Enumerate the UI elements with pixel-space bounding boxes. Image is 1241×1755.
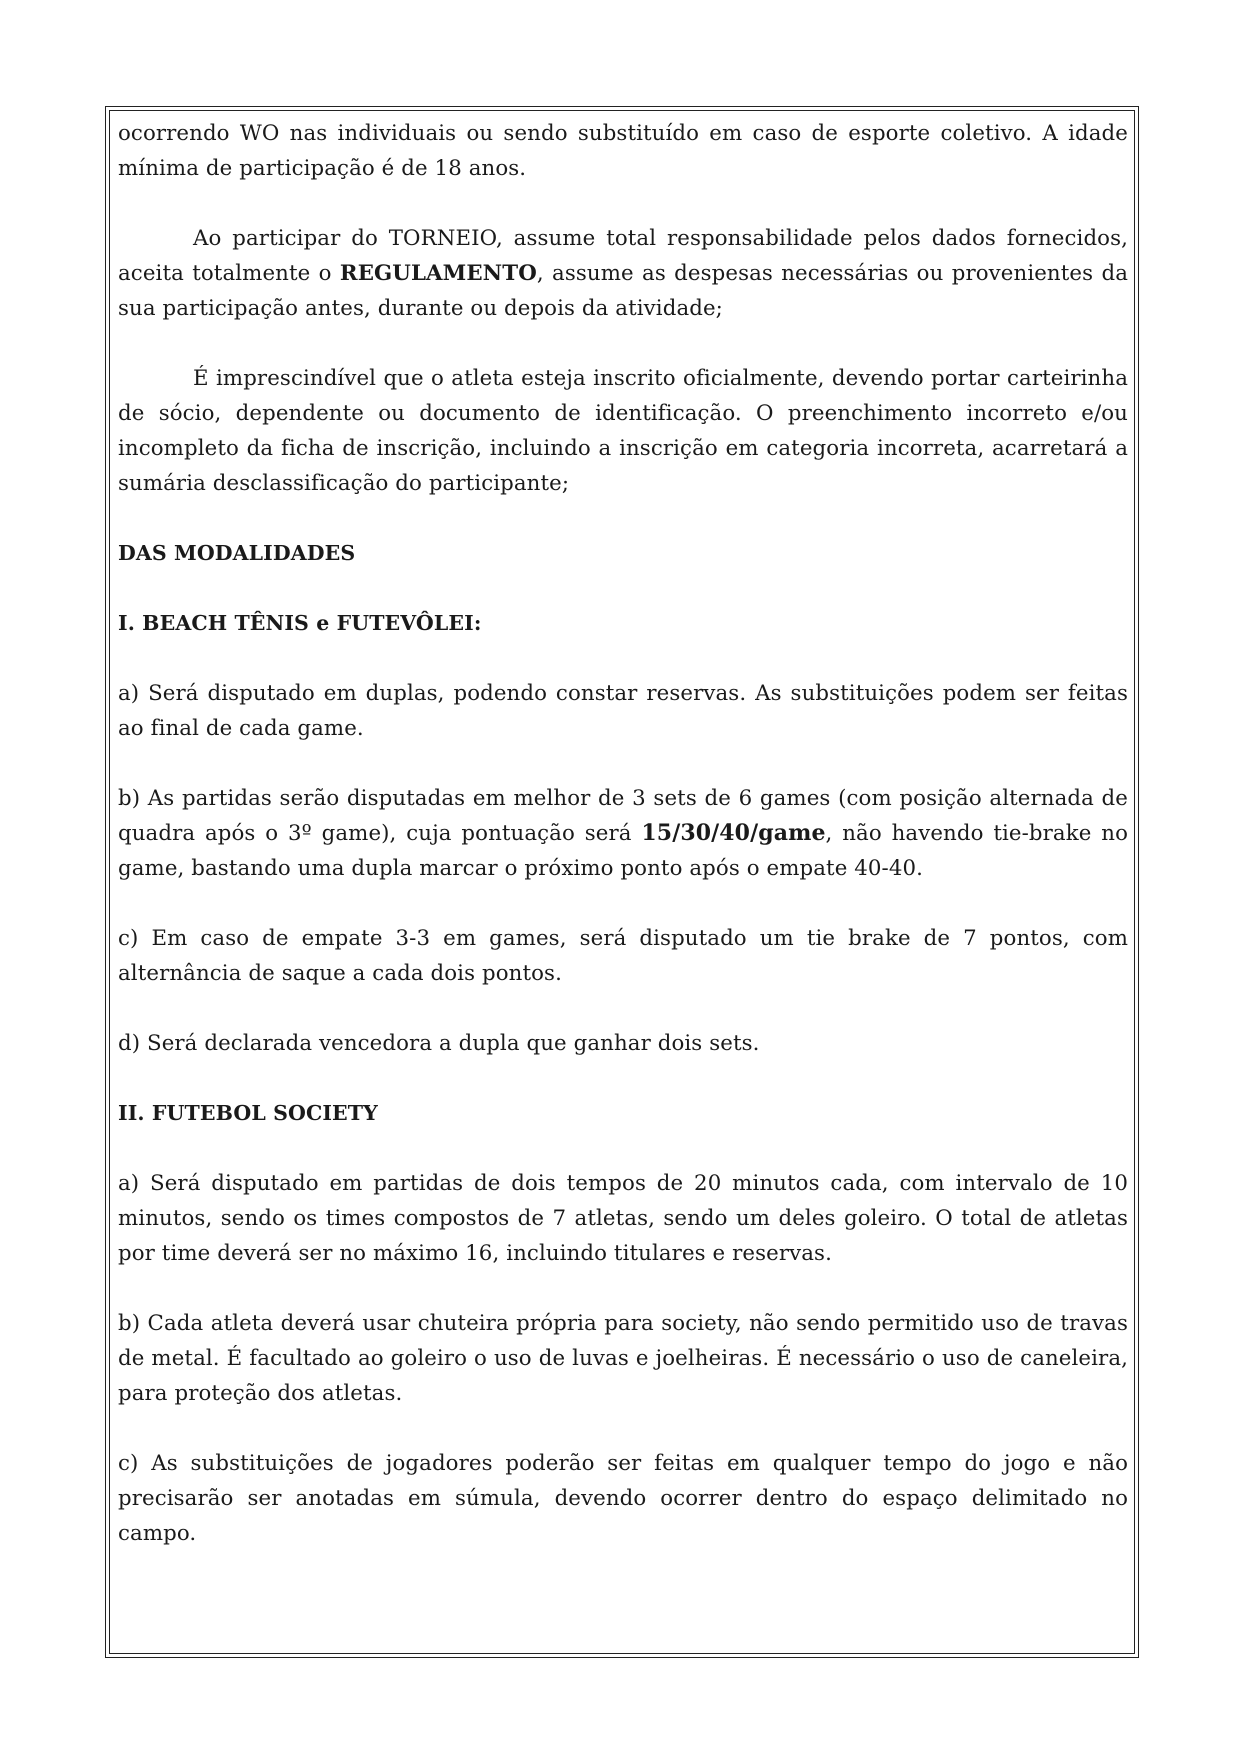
rule-futebol-b: b) Cada atleta deverá usar chuteira própria para society, não sendo permitido uso de travas de metal. É facultado ao goleiro o uso de luvas e joelheiras. É necessário o uso de caneleira, para proteção dos atletas.	[118, 1311, 1128, 1406]
document-body	[118, 116, 1128, 1551]
heading-beach-tenis: I. BEACH TÊNIS e FUTEVÔLEI:	[118, 611, 482, 635]
paragraph-continuation: ocorrendo WO nas individuais ou sendo substituído em caso de esporte coletivo. A idade mínima de participação é de 18 anos.	[118, 121, 1128, 181]
paragraph-registration: É imprescindível que o atleta esteja inscrito oficialmente, devendo portar carteirinha de sócio, dependente ou documento de identificação. O preenchimento incorreto e/ou incompleto da ficha de inscrição, incluindo a inscrição em categoria incorreta, acarretará a sumária desclassificação do participante;	[118, 366, 1128, 496]
heading-futebol-society: II. FUTEBOL SOCIETY	[118, 1101, 378, 1125]
rule-beach-d: d) Será declarada vencedora a dupla que ganhar dois sets.	[118, 1031, 760, 1056]
rule-beach-a: a) Será disputado em duplas, podendo constar reservas. As substituições podem ser feitas ao final de cada game.	[118, 681, 1128, 741]
paragraph-text: Ao participar do TORNEIO, assume total responsabilidade pelos dados fornecidos, aceita totalmente o	[118, 226, 1128, 286]
rule-futebol-c: c) As substituições de jogadores poderão ser feitas em qualquer tempo do jogo e não precisarão ser anotadas em súmula, devendo ocorrer dentro do espaço delimitado no campo.	[118, 1451, 1128, 1546]
regulamento-bold: REGULAMENTO	[339, 261, 537, 286]
score-format-bold: 15/30/40/game	[641, 820, 826, 846]
paragraph-responsibility	[118, 221, 1128, 326]
rule-text: , não havendo tie-brake no game, bastando uma dupla marcar o próximo ponto após o empate 40-40.	[118, 821, 1128, 881]
paragraph-text: , assume as despesas necessárias ou provenientes da sua participação antes, durante ou depois da atividade;	[118, 261, 1128, 321]
rule-text: b) As partidas serão disputadas em melhor de 3 sets de 6 games (com posição alternada de quadra após o 3º game), cuja pontuação será	[118, 786, 1128, 846]
heading-modalidades: DAS MODALIDADES	[118, 541, 356, 565]
rule-beach-c: c) Em caso de empate 3-3 em games, será disputado um tie brake de 7 pontos, com alternância de saque a cada dois pontos.	[118, 926, 1128, 986]
rule-beach-b	[118, 781, 1128, 886]
rule-futebol-a: a) Será disputado em partidas de dois tempos de 20 minutos cada, com intervalo de 10 minutos, sendo os times compostos de 7 atletas, sendo um deles goleiro. O total de atletas por time deverá ser no máximo 16, incluindo titulares e reservas.	[118, 1171, 1128, 1266]
